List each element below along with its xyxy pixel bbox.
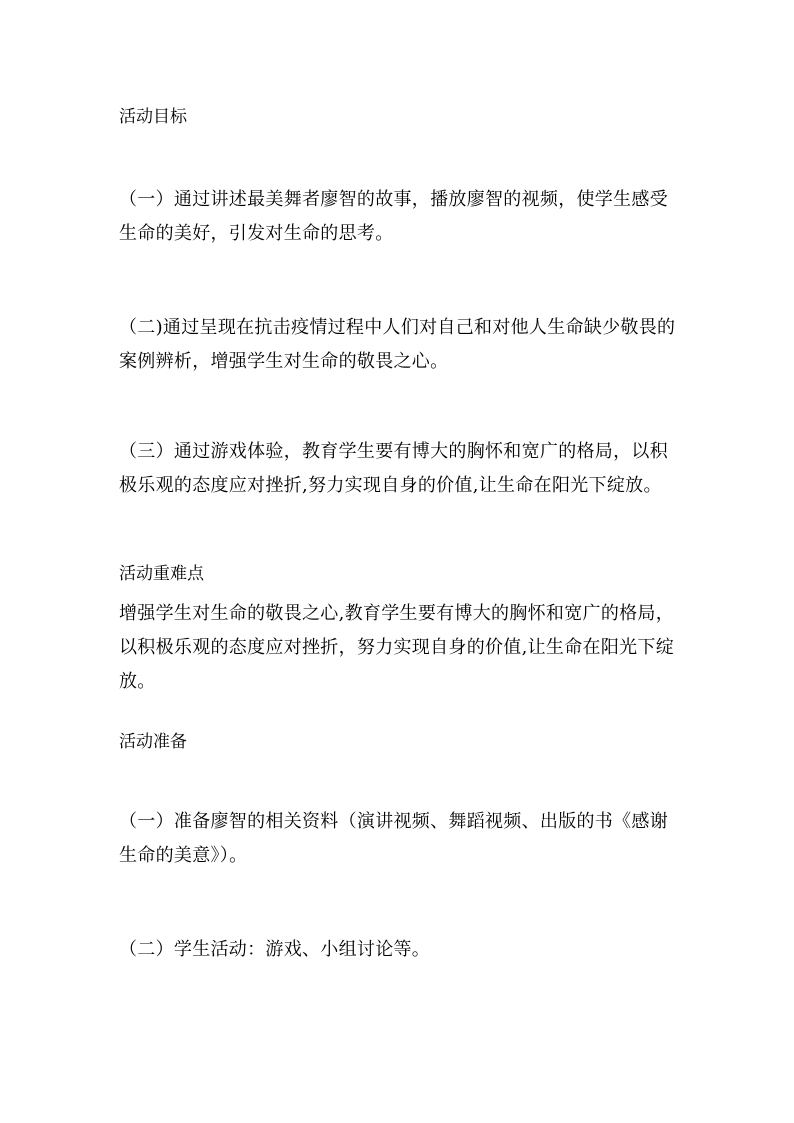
key-points-heading: 活动重难点: [119, 564, 204, 584]
goal-item-3: （三）通过游戏体验，教育学生要有博大的胸怀和宽广的格局，以积极乐观的态度应对挫折,努力实现自身的价值,让生命在阳光下绽放。: [119, 441, 668, 496]
key-points-text: 增强学生对生命的敬畏之心,教育学生要有博大的胸怀和宽广的格局，以积极乐观的态度应对挫折，努力实现自身的价值,让生命在阳光下绽放。: [119, 603, 675, 692]
goal-item-1: （一）通过讲述最美舞者廖智的故事，播放廖智的视频，使学生感受生命的美好，引发对生命的思考。: [119, 189, 668, 244]
preparation-item-2: （二）学生活动：游戏、小组讨论等。: [119, 939, 431, 960]
goals-heading: 活动目标: [119, 107, 187, 127]
preparation-item-1: （一）准备廖智的相关资料（演讲视频、舞蹈视频、出版的书《感谢生命的美意》）。: [119, 811, 668, 866]
goal-item-2: （二)通过呈现在抗击疫情过程中人们对自己和对他人生命缺少敬畏的案例辨析，增强学生对生命的敬畏之心。: [119, 317, 676, 372]
preparation-heading: 活动准备: [119, 732, 187, 752]
